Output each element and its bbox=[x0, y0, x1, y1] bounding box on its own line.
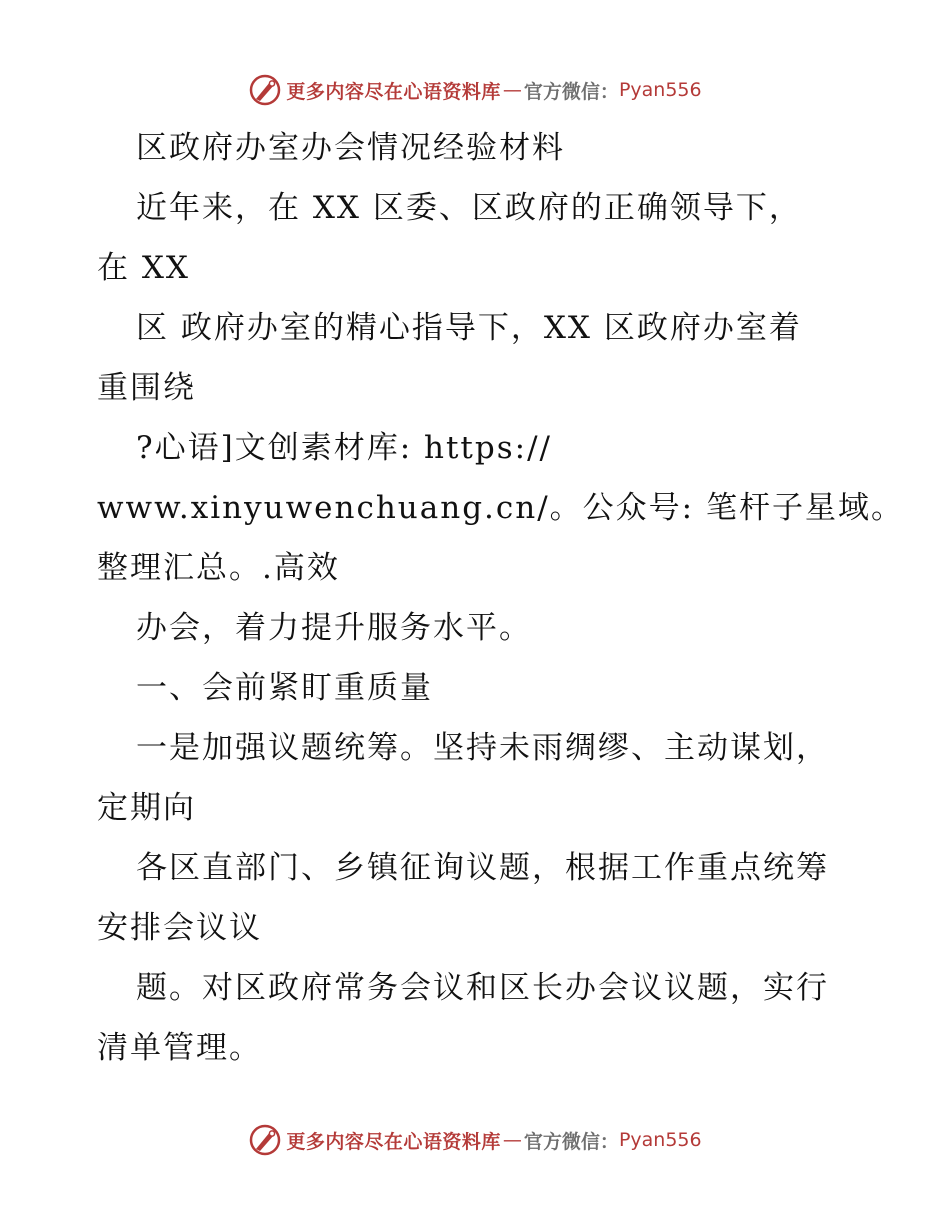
watermark-separator: — bbox=[502, 1129, 522, 1151]
header-watermark bbox=[0, 70, 950, 110]
watermark-wechat-id: Pyan556 bbox=[618, 79, 702, 101]
paragraph-line: 办会，着力提升服务水平。 bbox=[136, 610, 532, 646]
watermark-official-label: 官方微信： bbox=[523, 1130, 619, 1153]
quill-pen-circle-icon bbox=[248, 73, 282, 107]
document-title: 区政府办室办会情况经验材料 bbox=[136, 130, 565, 166]
paragraph-line: 区 政府办室的精心指导下，XX 区政府办室着 bbox=[136, 310, 802, 346]
paragraph-line: www.xinyuwenchuang.cn/。公众号: 笔杆子星域。 bbox=[97, 490, 904, 526]
watermark-wechat-id: Pyan556 bbox=[618, 1129, 702, 1151]
paragraph-line: 安排会议议 bbox=[97, 910, 262, 946]
quill-pen-circle-icon bbox=[248, 1123, 282, 1157]
paragraph-line: 各区直部门、乡镇征询议题，根据工作重点统筹 bbox=[136, 850, 829, 886]
paragraph-line: 清单管理。 bbox=[97, 1030, 262, 1066]
footer-watermark bbox=[0, 1120, 950, 1160]
document-body bbox=[97, 118, 904, 1078]
paragraph-line: 一是加强议题统筹。坚持未雨绸缪、主动谋划， bbox=[136, 730, 829, 766]
paragraph-line: ?心语]文创素材库: https:// bbox=[136, 430, 552, 466]
paragraph-line: 定期向 bbox=[97, 790, 196, 826]
paragraph-line: 在 XX bbox=[97, 250, 190, 286]
watermark-brand: 更多内容尽在心语资料库 bbox=[286, 80, 501, 103]
paragraph-line: 题。对区政府常务会议和区长办会议议题，实行 bbox=[136, 970, 829, 1006]
watermark-brand: 更多内容尽在心语资料库 bbox=[286, 1130, 501, 1153]
paragraph-line: 整理汇总。.高效 bbox=[97, 550, 340, 586]
section-heading: 一、会前紧盯重质量 bbox=[136, 670, 433, 706]
paragraph-line: 重围绕 bbox=[97, 370, 196, 406]
paragraph-line: 近年来，在 XX 区委、区政府的正确领导下， bbox=[136, 190, 802, 226]
watermark-separator: — bbox=[502, 79, 522, 101]
watermark-official-label: 官方微信： bbox=[523, 80, 619, 103]
